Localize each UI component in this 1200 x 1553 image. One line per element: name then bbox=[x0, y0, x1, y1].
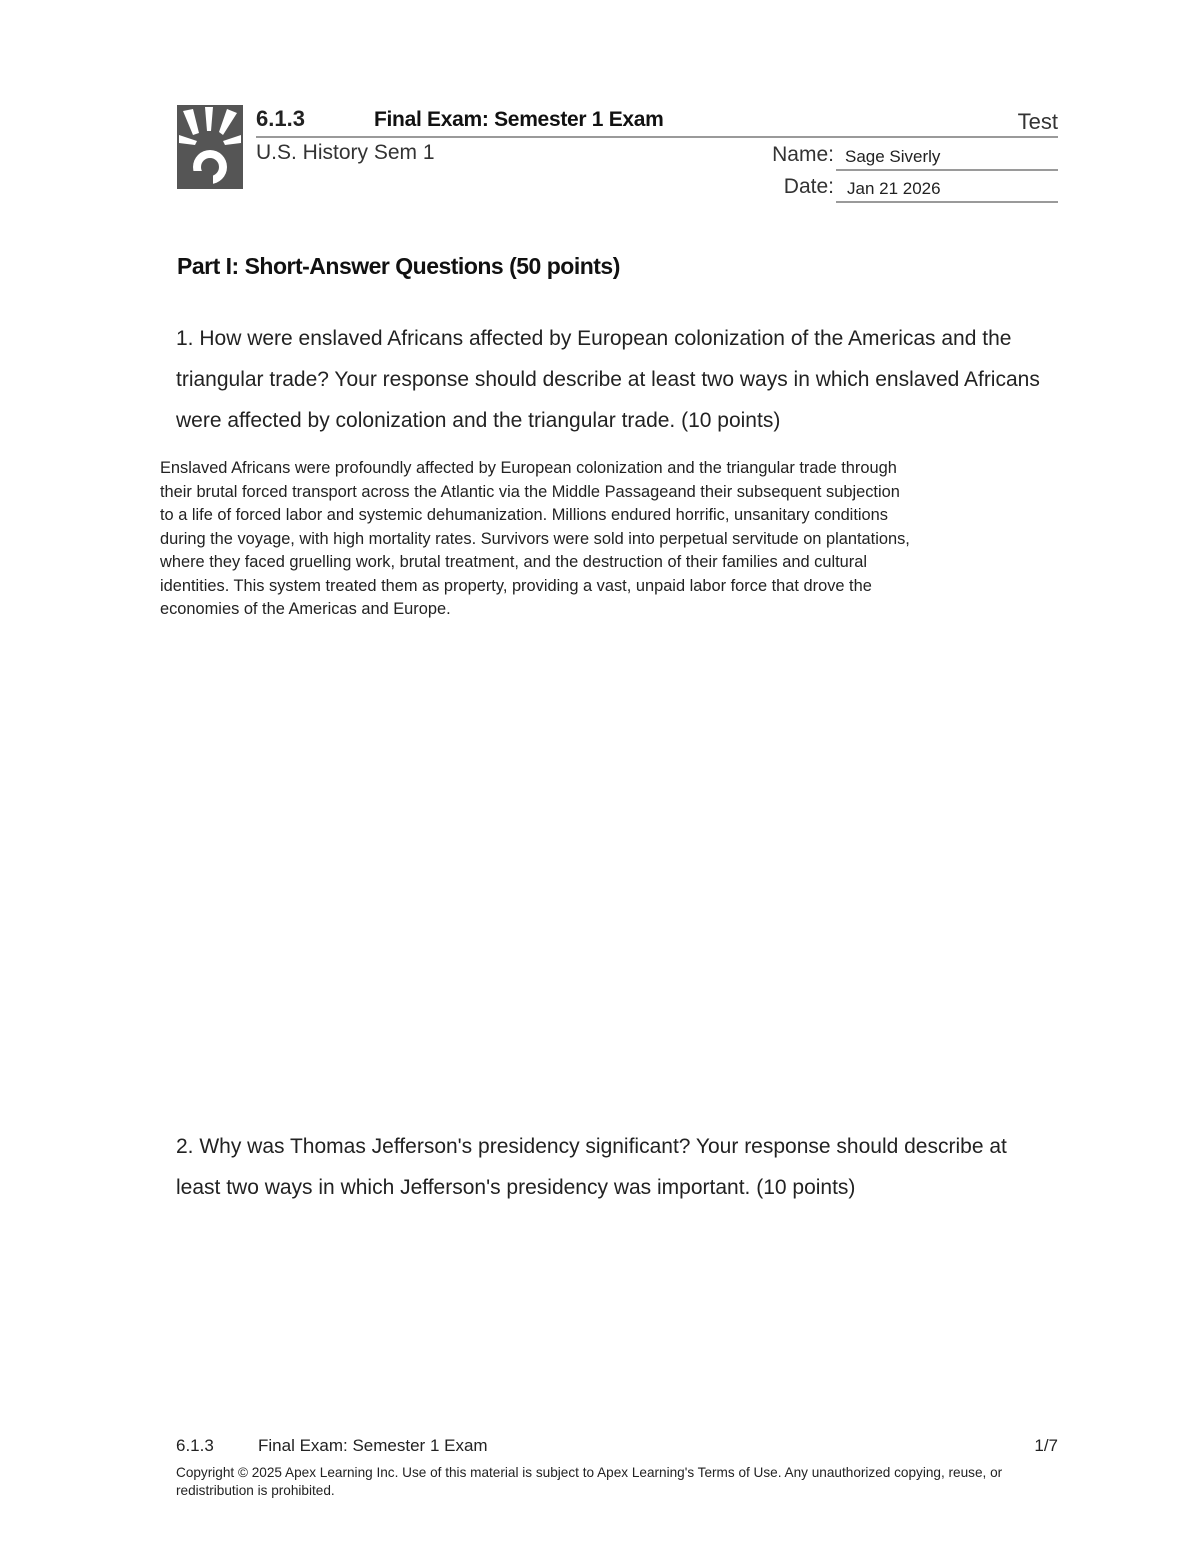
answer-line: identities. This system treated them as property, providing a vast, unpaid labor force that drove the bbox=[160, 576, 872, 595]
answer-line: during the voyage, with high mortality rates. Survivors were sold into perpetual servitude on plantations, bbox=[160, 529, 910, 548]
date-field[interactable]: Jan 21 2026 bbox=[847, 179, 941, 198]
question-1: 1. How were enslaved Africans affected by European colonization of the Americas and the triangular trade? Your response should describe at least two ways in which enslaved Africans were affected by colonization and the triangular trade. (10 points) bbox=[176, 327, 1040, 432]
name-underline bbox=[836, 169, 1058, 171]
footer-course-code: 6.1.3 bbox=[176, 1436, 214, 1455]
date-label: Date: bbox=[783, 175, 834, 198]
page-number: 1/7 bbox=[1034, 1436, 1058, 1455]
header-divider bbox=[256, 136, 1058, 138]
apex-learning-logo-icon bbox=[177, 105, 243, 189]
date-underline bbox=[836, 201, 1058, 203]
name-label: Name: bbox=[772, 143, 834, 166]
question-2: 2. Why was Thomas Jefferson's presidency significant? Your response should describe at least two ways in which Jefferson's presidency was important. (10 points) bbox=[176, 1135, 1007, 1199]
answer-line: Enslaved Africans were profoundly affected by European colonization and the triangular trade through bbox=[160, 459, 897, 477]
part-heading: Part I: Short-Answer Questions (50 points) bbox=[177, 253, 620, 279]
answer-line: where they faced gruelling work, brutal treatment, and the destruction of their families and cultural bbox=[160, 553, 867, 571]
footer-exam-title: Final Exam: Semester 1 Exam bbox=[258, 1436, 488, 1455]
document-type: Test bbox=[1017, 109, 1058, 134]
name-field[interactable]: Sage Siverly bbox=[845, 147, 941, 166]
course-code: 6.1.3 bbox=[256, 106, 305, 131]
answer-line: to a life of forced labor and systemic dehumanization. Millions endured horrific, unsanitary conditions bbox=[160, 506, 888, 524]
answer-line: their brutal forced transport across the Atlantic via the Middle Passageand their subsequent subjection bbox=[160, 482, 900, 501]
copyright-notice: Copyright © 2025 Apex Learning Inc. Use of this material is subject to Apex Learning's Terms of Use. Any unauthorized copying, reuse, or redistribution is prohibited. bbox=[176, 1465, 1003, 1498]
answer-line: economies of the Americas and Europe. bbox=[160, 600, 451, 618]
course-name: U.S. History Sem 1 bbox=[256, 141, 435, 164]
exam-title: Final Exam: Semester 1 Exam bbox=[374, 108, 664, 131]
answer-1[interactable] bbox=[160, 457, 1072, 622]
